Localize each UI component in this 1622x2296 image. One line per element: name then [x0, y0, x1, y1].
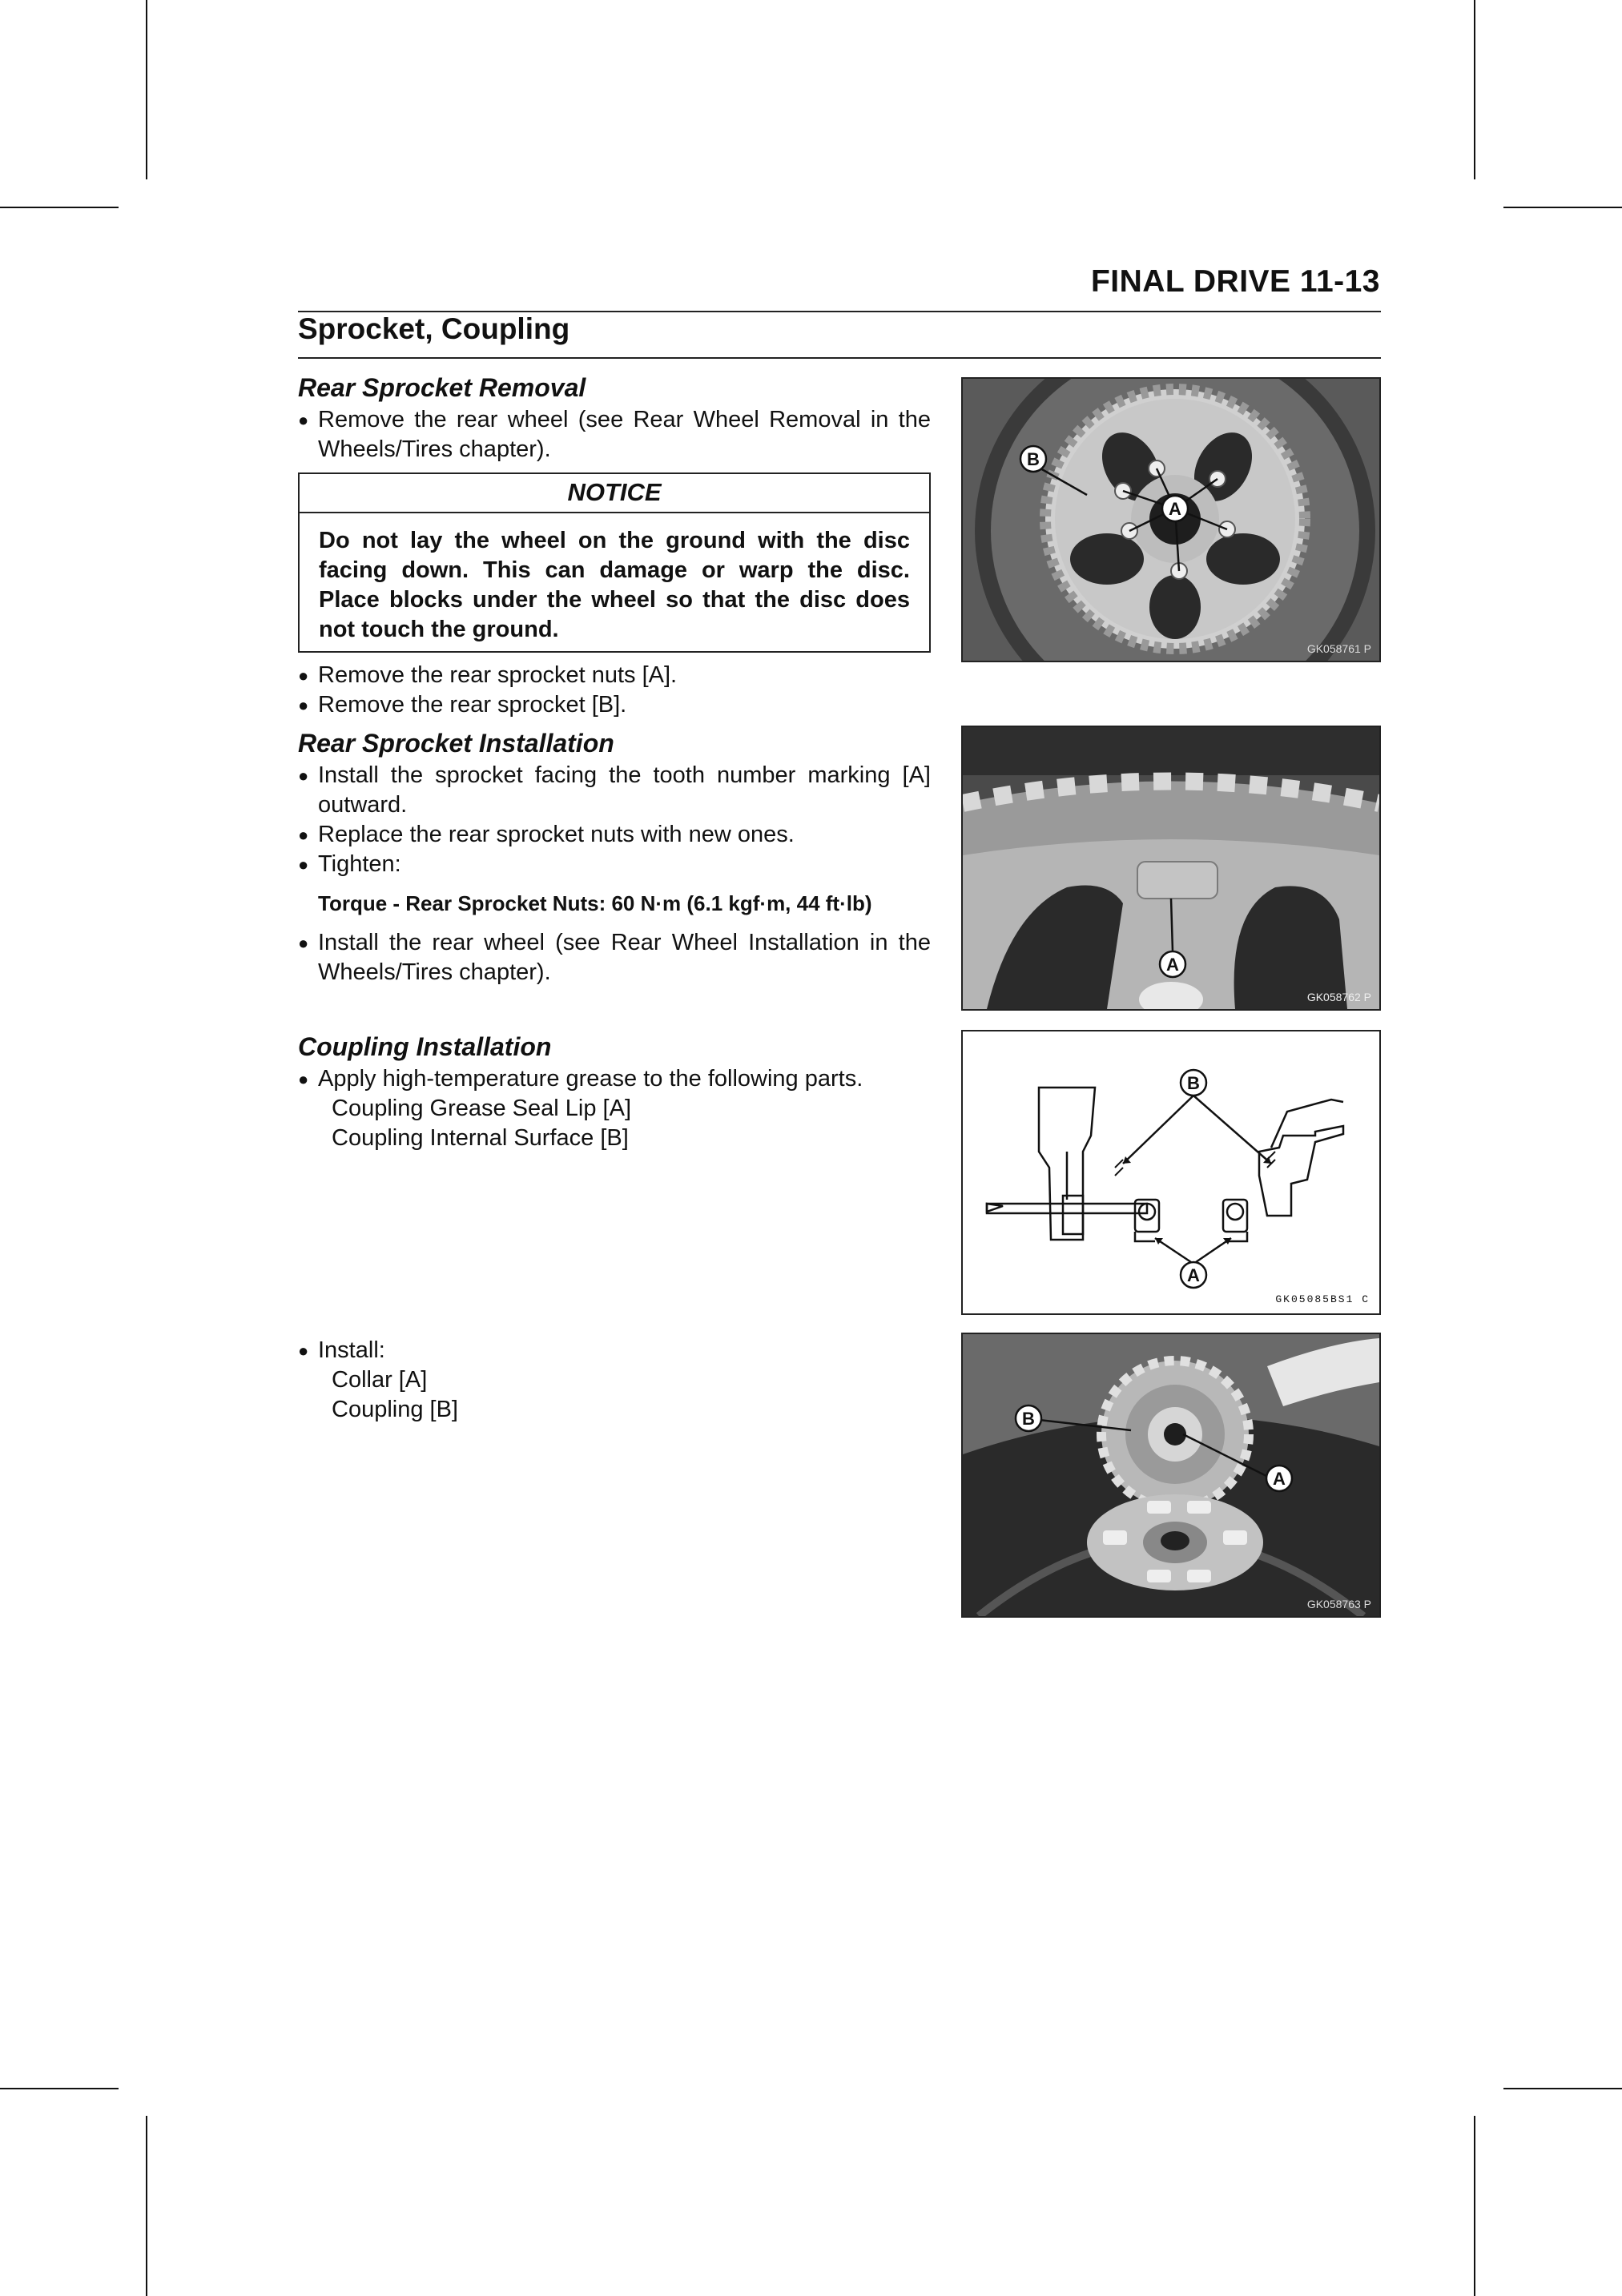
fig3-label-a: A: [1187, 1265, 1200, 1285]
fig1-code: GK058761 P: [1306, 642, 1371, 655]
coupling-part-1: Coupling Grease Seal Lip [A]: [332, 1096, 631, 1121]
chapter-page-heading: FINAL DRIVE 11-13: [1090, 264, 1380, 299]
coupling-block: [298, 1031, 931, 1153]
installation-step-2: ● Replace the rear sprocket nuts with new ones.: [298, 820, 931, 850]
removal-block: [298, 372, 931, 720]
figure-coupling-install: [961, 1333, 1381, 1618]
coupling-photo: [963, 1334, 1379, 1616]
figure-rear-sprocket-removal: [961, 377, 1381, 662]
sprocket-photo: [963, 379, 1379, 661]
crop-mark: [1503, 2088, 1622, 2089]
installation-heading: Rear Sprocket Installation: [298, 729, 614, 758]
section-rule: [298, 357, 1381, 359]
installation-step-3: ● Tighten:: [298, 850, 931, 879]
section-title: Sprocket, Coupling: [298, 312, 570, 345]
removal-step-1: ● Remove the rear wheel (see Rear Wheel Removal in the Wheels/Tires chapter).: [298, 405, 931, 464]
coupling-part-2: Coupling Internal Surface [B]: [332, 1125, 629, 1151]
notice-title: NOTICE: [300, 474, 929, 513]
removal-step-2: ● Remove the rear sprocket nuts [A].: [298, 661, 931, 690]
coupling-part-4: Coupling [B]: [332, 1397, 458, 1422]
installation-step-1: ● Install the sprocket facing the tooth number marking [A] outward.: [298, 761, 931, 820]
torque-spec: Torque - Rear Sprocket Nuts: 60 N·m (6.1 kgf·m, 44 ft·lb): [318, 891, 872, 915]
removal-step-3: ● Remove the rear sprocket [B].: [298, 690, 931, 720]
fig4-code: GK058763 P: [1306, 1598, 1371, 1610]
fig2-code: GK058762 P: [1306, 991, 1371, 1003]
coupling-diagram: [963, 1031, 1379, 1313]
figure-coupling-drawing: [961, 1030, 1381, 1315]
notice-box: [298, 472, 931, 653]
fig2-label-a: A: [1166, 955, 1179, 975]
coupling-heading: Coupling Installation: [298, 1032, 552, 1061]
coupling-step-2: ● Install:: [298, 1336, 931, 1365]
marking-photo: [963, 727, 1379, 1009]
crop-mark: [0, 207, 119, 208]
crop-mark: [146, 0, 147, 179]
notice-body: Do not lay the wheel on the ground with the disc facing down. This can damage or warp the disc. Place blocks under the wheel so that the disc does not touch the ground.: [319, 528, 910, 642]
fig4-label-b: B: [1022, 1409, 1035, 1429]
fig3-code: GK05085BS1 C: [1275, 1293, 1370, 1305]
fig3-label-b: B: [1187, 1073, 1200, 1093]
fig4-label-a: A: [1273, 1469, 1286, 1489]
crop-mark: [1503, 207, 1622, 208]
crop-mark: [146, 2116, 147, 2296]
crop-mark: [1474, 2116, 1475, 2296]
fig1-label-b: B: [1027, 449, 1040, 469]
fig1-label-a: A: [1169, 499, 1181, 519]
coupling-part-3: Collar [A]: [332, 1367, 428, 1393]
crop-mark: [0, 2088, 119, 2089]
removal-heading: Rear Sprocket Removal: [298, 373, 586, 402]
installation-block: [298, 727, 931, 987]
figure-sprocket-marking: [961, 726, 1381, 1011]
crop-mark: [1474, 0, 1475, 179]
installation-step-4: ● Install the rear wheel (see Rear Wheel Installation in the Wheels/Tires chapter).: [298, 928, 931, 987]
coupling-step-1: ● Apply high-temperature grease to the following parts.: [298, 1064, 931, 1094]
coupling-install-block: [298, 1336, 931, 1425]
